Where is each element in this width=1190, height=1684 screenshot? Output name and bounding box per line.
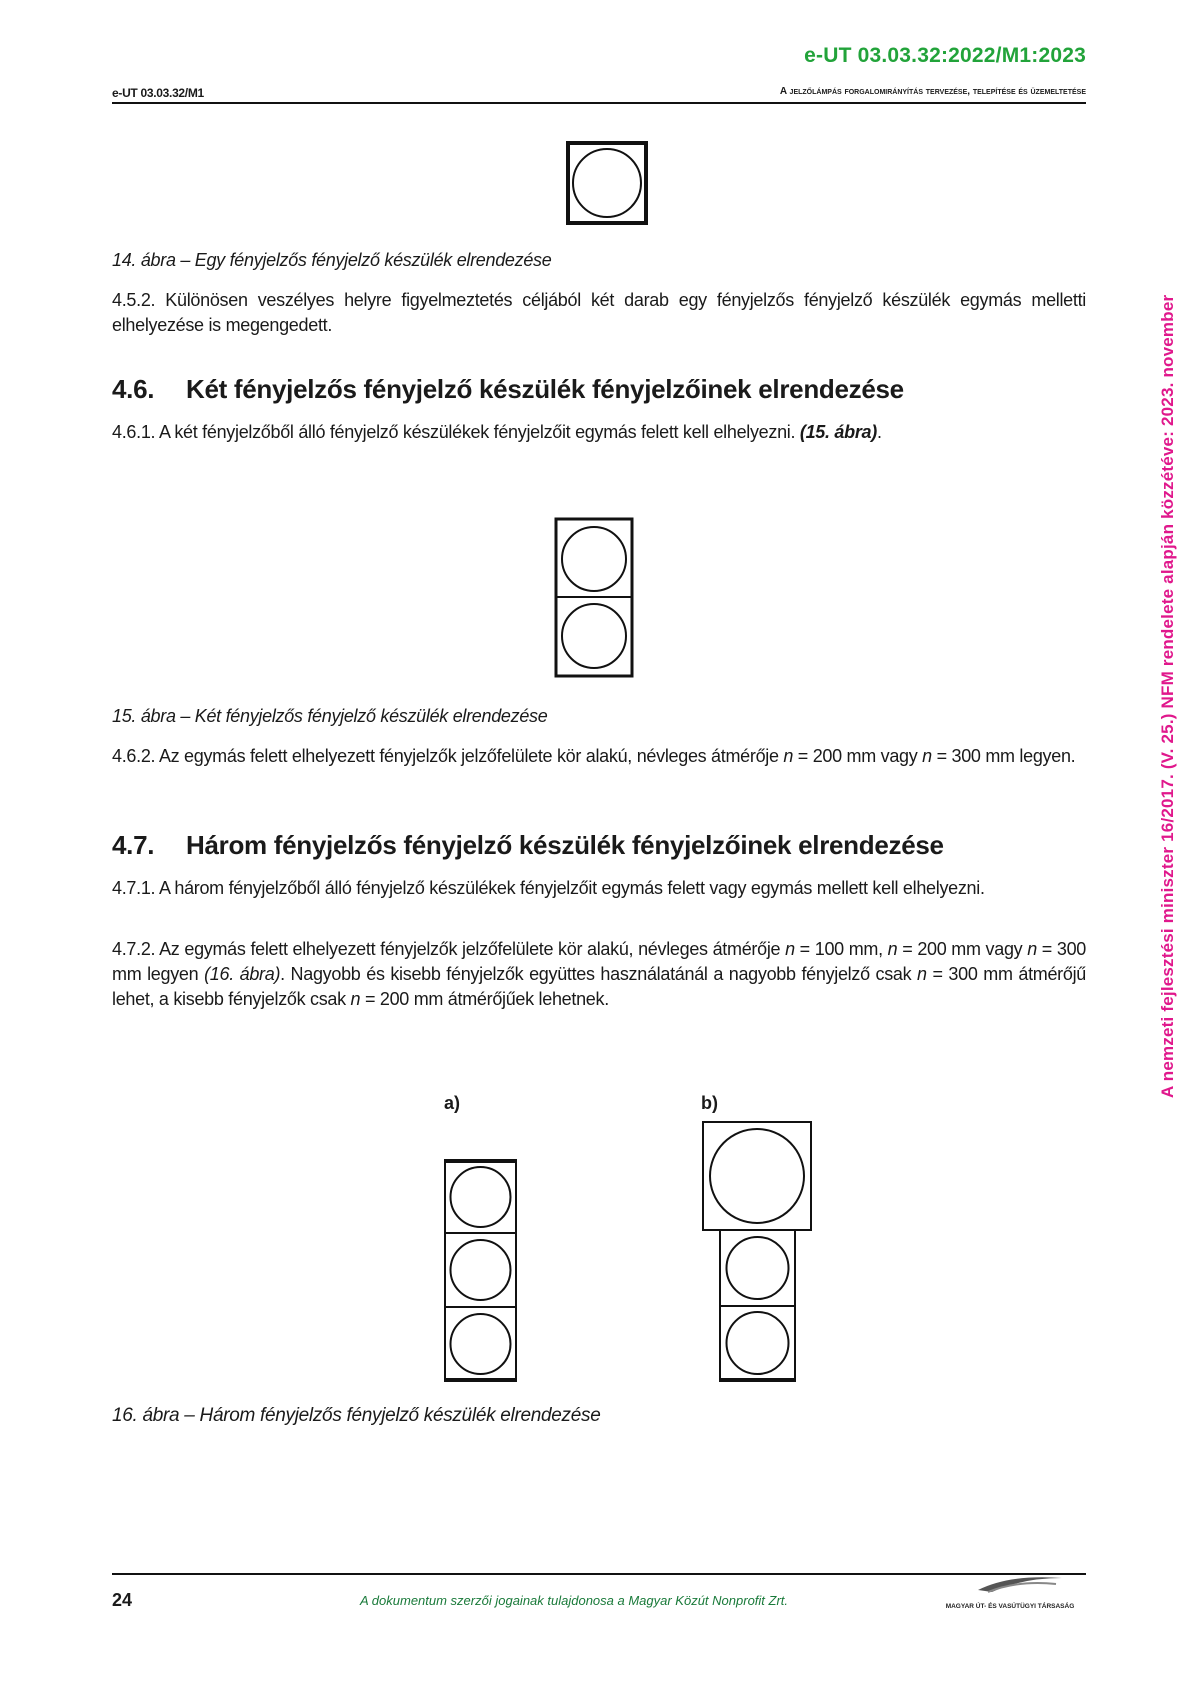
section-heading-4-6 xyxy=(112,374,904,405)
section-heading-4-7 xyxy=(112,830,944,861)
variable-n: n xyxy=(1027,939,1037,959)
header-doc-title: A jelzőlámpás forgalomirányítás tervezése, telepítése és üzemeltetése xyxy=(779,86,1086,97)
signal-housing xyxy=(445,1160,516,1381)
organization-logo xyxy=(930,1566,1090,1616)
text-run: = 200 mm átmérőjűek lehetnek. xyxy=(360,989,609,1009)
figure-16a-signal-head xyxy=(443,1158,519,1384)
figure-16b-label: b) xyxy=(701,1093,718,1113)
text-run: 4.6.2. Az egymás felett elhelyezett fényjelzők jelzőfelülete kör alakú, névleges átmérője xyxy=(112,746,784,766)
variable-n: n xyxy=(785,939,795,959)
large-signal-housing xyxy=(703,1122,811,1230)
figure-16a-label: a) xyxy=(444,1093,461,1113)
figure-15-caption: 15. ábra – Két fényjelzős fényjelző készülék elrendezése xyxy=(112,706,548,726)
paragraph-4-6-1 xyxy=(112,420,1086,445)
paragraph-end: . xyxy=(876,422,882,442)
section-number: 4.6. xyxy=(112,374,155,404)
text-run: 4.7.2. Az egymás felett elhelyezett fényjelzők jelzőfelülete kör alakú, névleges átmérője xyxy=(112,939,786,959)
signal-housing xyxy=(568,143,646,223)
section-title: Három fényjelzős fényjelző készülék fényjelzőinek elrendezése xyxy=(186,830,944,860)
side-publication-note: A nemzeti fejlesztési miniszter 16/2017. (V. 25.) NFM rendelete alapján közzétéve: 2023. november xyxy=(1158,294,1177,1098)
variable-n: n xyxy=(922,746,932,766)
section-number: 4.7. xyxy=(112,830,155,860)
header-doc-code: e-UT 03.03.32/M1 xyxy=(112,86,204,100)
text-run: = 300 mm átmérőjű lehet, a kisebb fényjelzők csak xyxy=(112,964,1086,1009)
paragraph-text: 4.6.1. A két fényjelzőből álló fényjelző készülékek fényjelzőit egymás felett kell elhelyezni. xyxy=(112,422,800,442)
variable-n: n xyxy=(783,746,794,766)
page-number: 24 xyxy=(112,1590,133,1610)
paragraph-4-5-2: 4.5.2. Különösen veszélyes helyre figyelmeztetés céljából két darab egy fényjelzős fényjelző készülék egymás melletti elhelyezése is megengedett. xyxy=(112,290,1086,335)
text-run: = 300 mm legyen. xyxy=(931,746,1076,766)
figure-16b-signal-head xyxy=(701,1120,815,1384)
variable-n: n xyxy=(917,964,927,984)
text-run: = 300 mm legyen xyxy=(112,939,1087,984)
figure-14-signal-head xyxy=(566,141,650,226)
variable-n: n xyxy=(887,939,898,959)
figure-reference: (15. ábra) xyxy=(799,422,877,442)
figure-14-caption: 14. ábra – Egy fényjelzős fényjelző készülék elrendezése xyxy=(112,250,552,270)
logo-text: MAGYAR ÚT- ÉS VASÚTÜGYI TÁRSASÁG xyxy=(945,1603,1075,1610)
section-title: Két fényjelzős fényjelző készülék fényjelzőinek elrendezése xyxy=(186,374,904,404)
figure-reference: (16. ábra) xyxy=(204,964,281,984)
document-code-stamp: e-UT 03.03.32:2022/M1:2023 xyxy=(804,44,1086,67)
header-rule xyxy=(112,102,1086,104)
text-run: . Nagyobb és kisebb fényjelzők együttes használatánál a nagyobb fényjelző csak xyxy=(280,964,918,984)
text-run: = 100 mm, xyxy=(794,939,888,959)
text-run: = 200 mm vagy xyxy=(793,746,923,766)
variable-n: n xyxy=(350,989,361,1009)
paragraph-4-6-2 xyxy=(112,744,1086,769)
text-run: = 200 mm vagy xyxy=(897,939,1028,959)
figure-16-caption: 16. ábra – Három fényjelzős fényjelző készülék elrendezése xyxy=(112,1405,601,1426)
paragraph-4-7-2 xyxy=(112,937,1086,1012)
figure-15-signal-head xyxy=(554,517,636,679)
paragraph-4-7-1: 4.7.1. A három fényjelzőből álló fényjelző készülékek fényjelzőit egymás felett vagy egymás mellett kell elhelyezni. xyxy=(112,878,985,898)
copyright-notice: A dokumentum szerzői jogainak tulajdonosa a Magyar Közút Nonprofit Zrt. xyxy=(360,1593,789,1608)
